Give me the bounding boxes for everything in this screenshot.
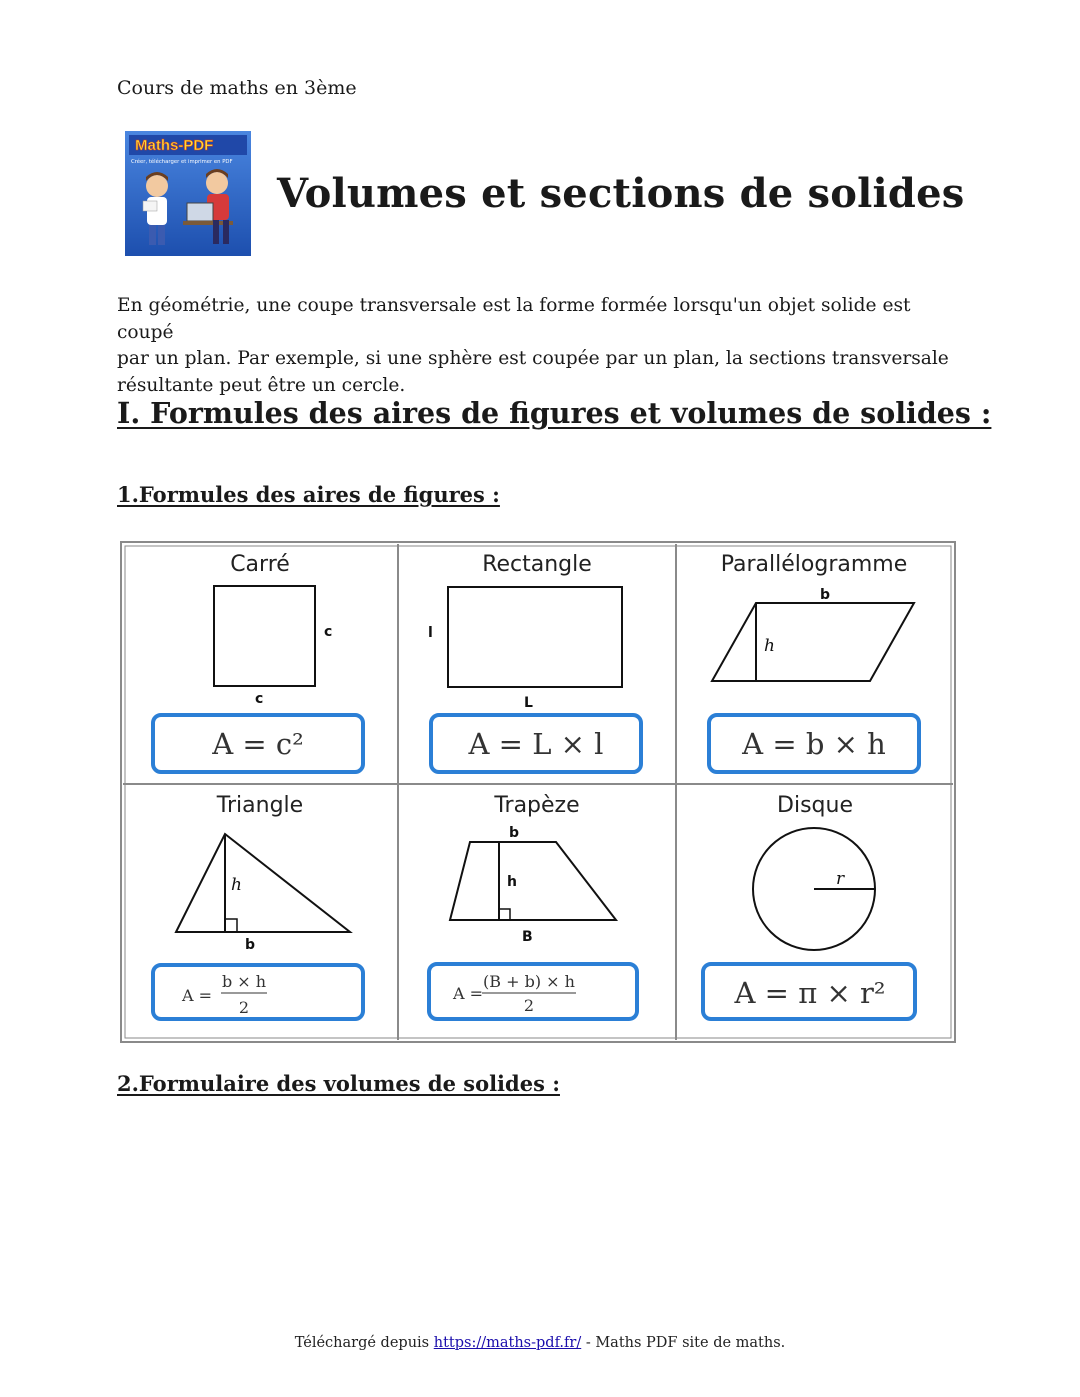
- parallelogram-title: Parallélogramme: [720, 552, 908, 577]
- square-side-label: c: [324, 624, 333, 640]
- figure-trapezoid: [429, 793, 637, 1019]
- figure-square: [153, 552, 363, 772]
- trapezoid-height-label: h: [507, 874, 517, 890]
- square-title: Carré: [230, 552, 290, 577]
- square-bottom-label: c: [255, 691, 264, 707]
- course-header: Cours de maths en 3ème: [117, 77, 357, 99]
- square-formula: A = c²: [212, 727, 304, 761]
- svg-text:Maths-PDF: Maths-PDF: [135, 137, 214, 154]
- rectangle-formula: A = L × l: [468, 727, 604, 761]
- triangle-right-angle: [225, 919, 237, 932]
- triangle-shape: [176, 834, 350, 932]
- intro-paragraph: [117, 293, 967, 399]
- maths-pdf-logo: [125, 131, 251, 256]
- intro-line: résultante peut être un cercle.: [117, 374, 406, 396]
- triangle-height-label: h: [231, 875, 242, 895]
- rectangle-side-label: l: [428, 625, 433, 641]
- figure-triangle: [153, 793, 363, 1019]
- triangle-formula-num: b × h: [221, 972, 267, 991]
- footer-prefix: Téléchargé depuis: [294, 1335, 434, 1351]
- figure-parallelogram: [709, 552, 919, 772]
- triangle-title: Triangle: [216, 793, 304, 818]
- rectangle-title: Rectangle: [482, 552, 592, 577]
- footer-suffix: - Maths PDF site de maths.: [581, 1335, 786, 1351]
- trapezoid-formula-num: (B + b) × h: [483, 972, 575, 991]
- section-heading: I. Formules des aires de figures et volumes de solides :: [117, 396, 992, 430]
- parallelogram-shape: [712, 603, 914, 681]
- trapezoid-title: Trapèze: [494, 793, 580, 818]
- intro-line: par un plan. Par exemple, si une sphère est coupée par un plan, la sections transversale: [117, 348, 949, 369]
- footer-link[interactable]: https://maths-pdf.fr/: [433, 1335, 582, 1351]
- trapezoid-right-angle: [499, 909, 510, 920]
- trapezoid-formula-lhs: A =: [453, 984, 484, 1003]
- page-footer: [0, 1335, 1080, 1351]
- parallelogram-formula: A = b × h: [742, 727, 886, 761]
- figure-disk: [703, 793, 915, 1019]
- disk-title: Disque: [777, 793, 853, 818]
- triangle-formula-lhs: A =: [182, 986, 213, 1005]
- rectangle-bottom-label: L: [524, 695, 533, 711]
- parallelogram-base-label: b: [820, 587, 831, 603]
- subsection-heading-volumes: 2.Formulaire des volumes de solides :: [117, 1071, 560, 1096]
- disk-formula: A = π × r²: [734, 976, 886, 1010]
- trapezoid-base-label: B: [522, 929, 533, 945]
- triangle-base-label: b: [245, 937, 256, 953]
- parallelogram-height-label: h: [764, 636, 775, 656]
- trapezoid-top-label: b: [509, 825, 520, 841]
- page-title: Volumes et sections de solides: [277, 170, 965, 217]
- figure-rectangle: [428, 552, 641, 772]
- subsection-heading-areas: 1.Formules des aires de figures :: [117, 482, 500, 507]
- square-shape: [214, 586, 315, 686]
- trapezoid-shape: [450, 842, 616, 920]
- intro-line: En géométrie, une coupe transversale est la forme formée lorsqu'un objet solide est coupé: [117, 295, 911, 343]
- trapezoid-formula-den: 2: [523, 996, 535, 1015]
- svg-text:Créer, télécharger et imprimer: Créer, télécharger et imprimer en PDF: [131, 159, 233, 165]
- triangle-formula-den: 2: [238, 998, 250, 1017]
- rectangle-shape: [448, 587, 622, 687]
- area-formulas-table: [120, 541, 956, 1043]
- disk-radius-label: r: [836, 869, 845, 889]
